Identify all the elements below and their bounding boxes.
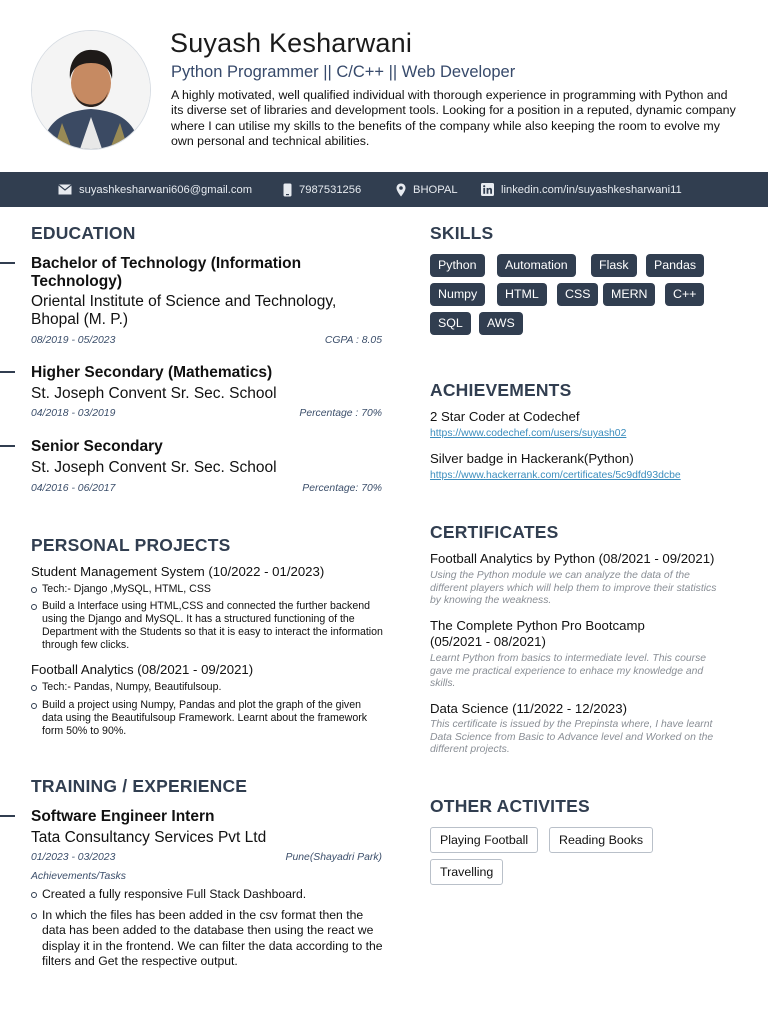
certificate-description: This certificate is issued by the Prepinsta where, I have learnt Data Science from Basic to Advance level and Worked on the different projects. (430, 719, 714, 756)
timeline-marker (0, 371, 15, 373)
timeline-marker (0, 445, 15, 447)
achievement-link[interactable]: https://www.hackerrank.com/certificates/5c9dfd93dcbe (430, 470, 681, 481)
achievement-link[interactable]: https://www.codechef.com/users/suyash02 (430, 428, 627, 439)
phone-icon (283, 183, 292, 197)
contact-phone[interactable] (283, 172, 361, 207)
phone-text: 7987531256 (299, 183, 362, 196)
projects-heading: PERSONAL PROJECTS (31, 535, 231, 555)
activity-tag: Reading Books (549, 827, 653, 853)
location-text: BHOPAL (413, 183, 458, 196)
job-title: Software Engineer Intern (31, 808, 215, 825)
education-score: CGPA : 8.05 (324, 335, 382, 346)
company-name: Tata Consultancy Services Pvt Ltd (31, 829, 267, 846)
list-item: Build a project using Numpy, Pandas and plot the graph of the given data using the Beautifulsoup Framework. Learnt about the framework form 50% to 90%. (31, 699, 383, 738)
project-bullets (31, 681, 383, 738)
activities-heading: OTHER ACTIVITES (430, 796, 590, 816)
education-degree: Bachelor of Technology (Information Technology) (31, 255, 302, 290)
skill-tag: HTML (497, 283, 547, 306)
skill-tag: Python (430, 254, 485, 277)
envelope-icon (58, 184, 72, 195)
education-institution: St. Joseph Convent Sr. Sec. School (31, 385, 277, 402)
education-score: Percentage: 70% (302, 483, 382, 494)
project-title: Football Analytics (08/2021 - 09/2021) (31, 662, 254, 677)
linkedin-icon (481, 183, 494, 196)
profile-summary: A highly motivated, well qualified individual with thorough experience in programming with Python and its diverse set of libraries and development tools. Looking for a position in a reputed, dynamic company where I can utilise my skills to the benefits of the company while also keeping the room to evolve my own personal and technical abilities. (171, 88, 736, 149)
education-degree: Higher Secondary (Mathematics) (31, 364, 273, 381)
skill-tag: MERN (603, 283, 655, 306)
activity-tag: Playing Football (430, 827, 538, 853)
education-heading: EDUCATION (31, 223, 136, 243)
achievements-heading: ACHIEVEMENTS (430, 380, 572, 400)
list-item: In which the files has been added in the csv format then the data has been added to the database then using the react we display it in the frontend. We can filter the data according to the filters and Get the respective output. (31, 908, 386, 970)
certificate-title: Football Analytics by Python (08/2021 - 09/2021) (430, 551, 715, 566)
job-sub-heading: Achievements/Tasks (31, 871, 126, 882)
skill-tag: Automation (497, 254, 576, 277)
training-heading: TRAINING / EXPERIENCE (31, 776, 248, 796)
education-degree: Senior Secondary (31, 438, 163, 455)
skills-heading: SKILLS (430, 223, 494, 243)
achievement-title: Silver badge in Hackerank(Python) (430, 451, 634, 466)
list-item: Tech:- Pandas, Numpy, Beautifulsoup. (31, 681, 383, 694)
project-bullets (31, 583, 383, 652)
skill-tag: C++ (665, 283, 704, 306)
education-dates: 04/2016 - 06/2017 (31, 483, 116, 494)
skill-tag: SQL (430, 312, 471, 335)
skill-tag: AWS (479, 312, 523, 335)
job-bullets (31, 887, 386, 970)
activity-tag: Travelling (430, 859, 503, 885)
education-institution: Oriental Institute of Science and Technology, Bhopal (M. P.) (31, 293, 337, 328)
email-text: suyashkesharwani606@gmail.com (79, 183, 253, 196)
achievement-title: 2 Star Coder at Codechef (430, 409, 580, 424)
skill-tag: Pandas (646, 254, 704, 277)
linkedin-text: linkedin.com/in/suyashkesharwani11 (501, 183, 682, 196)
skill-tag: Numpy (430, 283, 485, 306)
project-title: Student Management System (10/2022 - 01/2023) (31, 564, 325, 579)
certificate-description: Using the Python module we can analyze the data of the different players which will help them to improve their statistics by knowing the weakness. (430, 570, 717, 607)
certificates-heading: CERTIFICATES (430, 522, 559, 542)
certificate-title: Data Science (11/2022 - 12/2023) (430, 701, 627, 716)
list-item: Tech:- Django ,MySQL, HTML, CSS (31, 583, 383, 596)
profile-photo-image (32, 31, 150, 149)
skill-tag: CSS (557, 283, 598, 306)
job-location: Pune(Shayadri Park) (285, 852, 382, 863)
contact-location (396, 172, 458, 207)
list-item: Build a Interface using HTML,CSS and connected the further backend using the Django and MySQL. It has a structured functioning of the Department with the Students so that it is easy to interact the information through few clicks. (31, 600, 383, 652)
candidate-role: Python Programmer || C/C++ || Web Developer (171, 63, 516, 81)
profile-photo (31, 30, 151, 150)
skill-tag: Flask (591, 254, 637, 277)
candidate-name: Suyash Kesharwani (170, 28, 413, 58)
education-score: Percentage : 70% (299, 408, 382, 419)
education-institution: St. Joseph Convent Sr. Sec. School (31, 459, 277, 476)
job-dates: 01/2023 - 03/2023 (31, 852, 116, 863)
contact-bar (0, 172, 768, 207)
timeline-marker (0, 815, 15, 817)
contact-email[interactable] (58, 172, 252, 207)
location-pin-icon (396, 183, 406, 197)
certificate-title: The Complete Python Pro Bootcamp (05/2021 - 08/2021) (430, 618, 645, 649)
education-dates: 04/2018 - 03/2019 (31, 408, 116, 419)
certificate-description: Learnt Python from basics to intermediate level. This course gave me practical experience to enhace my knowledge and skills. (430, 653, 707, 690)
timeline-marker (0, 262, 15, 264)
education-dates: 08/2019 - 05/2023 (31, 335, 116, 346)
contact-linkedin[interactable] (481, 172, 682, 207)
list-item: Created a fully responsive Full Stack Dashboard. (31, 887, 386, 903)
